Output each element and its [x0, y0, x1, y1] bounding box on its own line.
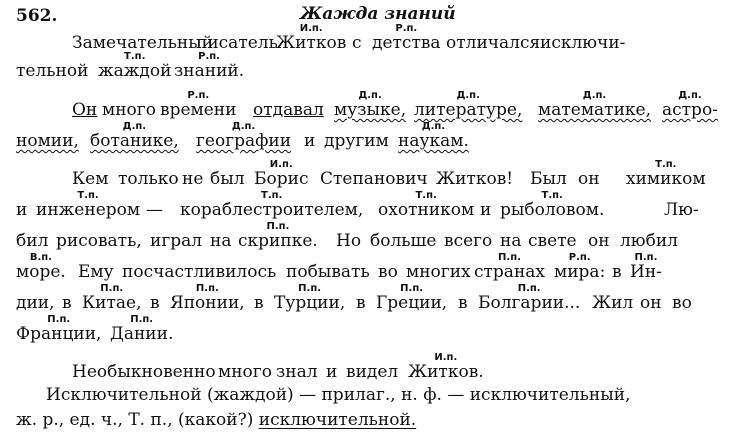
word: и: [16, 200, 28, 220]
word: с: [352, 33, 362, 53]
text-line: [0, 190, 752, 220]
word: и: [326, 362, 338, 382]
word: Но: [336, 231, 362, 251]
word: Житков. И.п.: [408, 363, 484, 381]
case-label: П.п.: [195, 283, 219, 294]
case-label: П.п.: [266, 221, 290, 232]
case-label: П.п.: [130, 314, 154, 325]
case-label: П.п.: [298, 283, 322, 294]
text-line: [0, 121, 752, 151]
word: Японии, П.п.: [170, 294, 245, 312]
word: и: [304, 131, 316, 151]
case-label: Д.п.: [421, 121, 446, 132]
case-label: Д.п.: [358, 90, 382, 101]
case-label: П.п.: [498, 252, 521, 263]
word: любил: [620, 231, 678, 251]
case-label: П.п.: [47, 314, 71, 325]
word: Ин- П.п.: [630, 263, 662, 281]
word: Он: [72, 100, 98, 120]
text-line: [0, 23, 752, 53]
case-label: П.п.: [634, 252, 658, 263]
word: знал: [276, 362, 318, 382]
word: Турции, П.п.: [274, 294, 345, 312]
word: странах П.п.: [474, 263, 545, 281]
word: в: [254, 293, 264, 313]
case-label: Р.п.: [568, 252, 591, 263]
exercise-number: 562.: [16, 6, 58, 26]
word: отдавал: [253, 100, 324, 120]
page-title: Жажда знаний: [300, 4, 456, 24]
word: играл: [150, 231, 203, 251]
case-label: И.п.: [299, 23, 323, 34]
case-label: Д.п.: [678, 90, 702, 101]
word: Болгарии... П.п.: [478, 294, 580, 312]
word: только: [118, 169, 179, 189]
word: Лю-: [664, 200, 699, 220]
word: видел: [346, 362, 399, 382]
case-label: Р.п.: [395, 23, 418, 34]
word: мира: Р.п.: [554, 263, 605, 281]
word: наукам. Д.п.: [398, 132, 469, 150]
word: побывать: [286, 262, 370, 282]
text-line: [0, 51, 752, 81]
word: Дании. П.п.: [110, 325, 173, 343]
word: детства Р.п.: [372, 34, 441, 52]
word: писатель: [196, 33, 278, 53]
case-label: Р.п.: [198, 51, 220, 62]
case-label: Р.п.: [187, 90, 210, 101]
case-label: Т.п.: [655, 159, 677, 170]
word: Замечательный: [72, 33, 214, 53]
case-label: И.п.: [269, 159, 293, 170]
word: во: [378, 262, 398, 282]
word: скрипке. П.п.: [238, 232, 318, 250]
text-line: [0, 352, 752, 382]
word: он: [578, 169, 600, 189]
word: на: [210, 231, 232, 251]
word: в: [612, 262, 622, 282]
word: исключи-: [540, 33, 626, 53]
word: много: [218, 362, 272, 382]
text-line: [0, 159, 752, 189]
word: химиком Т.п.: [626, 170, 706, 188]
word: он: [640, 293, 662, 313]
word: не: [182, 169, 204, 189]
word: Борис И.п.: [254, 170, 308, 188]
case-label: Т.п.: [124, 51, 146, 62]
word: инженером Т.п.: [36, 201, 140, 219]
word: он: [588, 231, 610, 251]
word: море. В.п.: [16, 263, 66, 281]
word: Необыкновенно: [72, 362, 216, 382]
case-label: Т.п.: [260, 190, 283, 201]
word: Франции, П.п.: [16, 325, 101, 343]
text-line: [0, 283, 752, 313]
word: музыке, Д.п.: [334, 101, 406, 119]
case-label: Д.п.: [231, 121, 256, 132]
word: бил: [16, 231, 49, 251]
word: Житков И.п.: [276, 34, 346, 52]
word: больше: [370, 231, 437, 251]
word: знаний. Р.п.: [174, 62, 244, 80]
word: Ему: [78, 262, 114, 282]
word: —: [146, 200, 163, 220]
word: в: [62, 293, 72, 313]
word: отличался: [446, 33, 541, 53]
case-label: Т.п.: [77, 190, 99, 201]
word: Кем: [72, 169, 109, 189]
word: Житков!: [436, 169, 514, 189]
word: Был: [530, 169, 567, 189]
word: номии,: [16, 131, 79, 151]
case-label: И.п.: [434, 352, 458, 363]
word: тельной: [16, 61, 89, 81]
text-line: [0, 314, 752, 344]
analysis-line: Исключительной (жаждой) — прилаг., н. ф. — исключительный,: [46, 385, 631, 405]
text-line: [0, 221, 752, 251]
word: дии,: [16, 293, 55, 313]
case-label: Т.п.: [541, 190, 563, 201]
text-line: [0, 252, 752, 282]
word: в: [458, 293, 468, 313]
word: другим: [324, 131, 389, 151]
word: всего: [444, 231, 493, 251]
case-label: В.п.: [29, 252, 52, 263]
word: посчастливилось: [122, 262, 277, 282]
word: географии Д.п.: [196, 132, 291, 150]
word: много: [102, 100, 156, 120]
case-label: П.п.: [100, 283, 124, 294]
underlined-word: исключительной.: [258, 410, 417, 430]
word: в: [150, 293, 160, 313]
word: на: [500, 231, 522, 251]
case-label: Д.п.: [456, 90, 480, 101]
case-label: П.п.: [517, 283, 541, 294]
word: математике, Д.п.: [538, 101, 651, 119]
word: Степанович: [320, 169, 428, 189]
word: кораблестроителем, Т.п.: [180, 201, 363, 219]
word: жаждой Т.п.: [98, 62, 171, 80]
word: рыболовом. Т.п.: [500, 201, 604, 219]
word: литературе, Д.п.: [414, 101, 522, 119]
word: в: [356, 293, 366, 313]
word: ботанике, Д.п.: [90, 132, 179, 150]
word: во: [672, 293, 692, 313]
word: многих: [406, 262, 471, 282]
word: рисовать,: [56, 231, 142, 251]
case-label: Т.п.: [415, 190, 437, 201]
word: Греции, П.п.: [376, 294, 447, 312]
word: времени Р.п.: [160, 101, 236, 119]
case-label: Д.п.: [122, 121, 147, 132]
word: астро- Д.п.: [662, 101, 718, 119]
word: свете: [528, 231, 577, 251]
analysis-line: ж. р., ед. ч., Т. п., (какой?) исключительной.: [16, 410, 417, 430]
case-label: Д.п.: [582, 90, 607, 101]
text-line: [0, 90, 752, 120]
word: и: [480, 200, 492, 220]
word: охотником Т.п.: [378, 201, 474, 219]
word: Жил: [592, 293, 634, 313]
case-label: П.п.: [400, 283, 424, 294]
word: был: [210, 169, 245, 189]
word: Китае, П.п.: [82, 294, 142, 312]
